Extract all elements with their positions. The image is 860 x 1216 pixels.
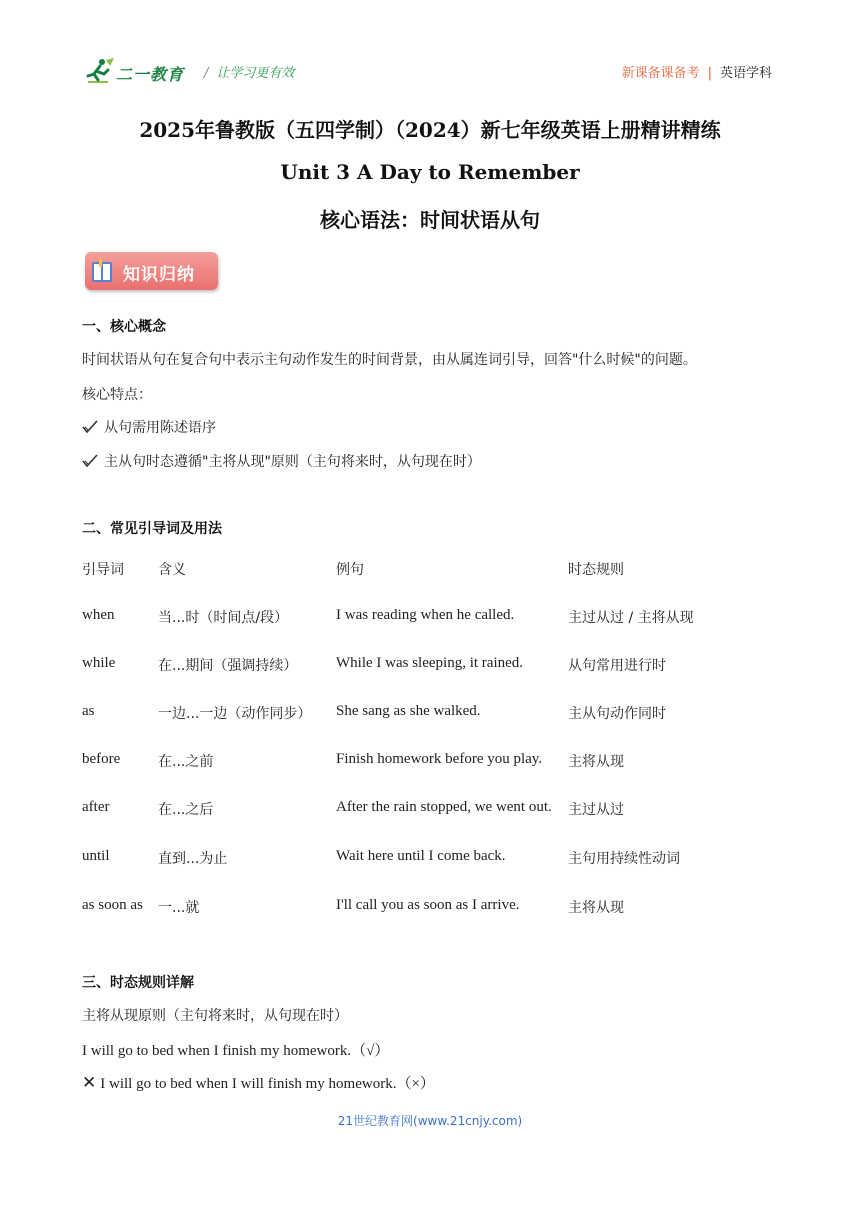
slogan-text: 让学习更有效: [216, 66, 295, 81]
row-word: before: [82, 751, 121, 767]
column-header-word: 引导词: [82, 562, 124, 578]
section-heading-2: 二、常见引导词及用法: [82, 521, 222, 537]
row-rule: 从句常用进行时: [568, 658, 666, 674]
row-rule: 主从句动作同时: [568, 706, 666, 722]
unit-title: Unit 3 A Day to Remember: [280, 160, 580, 184]
row-example: After the rain stopped, we went out.: [336, 799, 552, 815]
header-separator: |: [707, 66, 712, 81]
row-meaning: 直到...为止: [158, 851, 228, 867]
column-header-rule: 时态规则: [568, 562, 624, 578]
row-meaning: 一...就: [158, 900, 200, 916]
row-word: when: [82, 607, 115, 623]
row-example: I was reading when he called.: [336, 607, 515, 623]
row-example: Finish homework before you play.: [336, 751, 543, 767]
page-header: [82, 56, 772, 92]
section-heading-3: 三、时态规则详解: [82, 975, 194, 991]
row-word: until: [82, 848, 110, 864]
brand-logo: [82, 56, 192, 90]
header-subject-label: 英语学科: [719, 66, 772, 81]
concept-paragraph: 时间状语从句在复合句中表示主句动作发生的时间背景，由从属连词引导，回答"什么时候"的问题。: [82, 352, 697, 368]
column-header-meaning: 含义: [158, 562, 186, 578]
page-footer: 21世纪教育网(www.21cnjy.com): [337, 1114, 523, 1128]
header-course-label: 新课备课备考: [621, 66, 700, 81]
row-example: I'll call you as soon as I arrive.: [336, 897, 520, 913]
features-label: 核心特点：: [82, 387, 152, 403]
row-example: While I was sleeping, it rained.: [336, 655, 524, 671]
row-rule: 主将从现: [568, 754, 624, 770]
row-meaning: 在...期间（强调持续）: [158, 658, 298, 674]
row-word: as soon as: [82, 897, 143, 913]
row-meaning: 在...之后: [158, 802, 214, 818]
wrong-example: I will go to bed when I will finish my homework.（×）: [100, 1076, 435, 1092]
knowledge-summary-badge: [85, 252, 218, 290]
column-header-example: 例句: [336, 562, 364, 578]
doc-title: 2025年鲁教版（五四学制）（2024）新七年级英语上册精讲精练: [139, 118, 721, 142]
row-example: Wait here until I come back.: [336, 848, 506, 864]
badge-label: 知识归纳: [123, 265, 195, 285]
topic-title: 核心语法：时间状语从句: [320, 208, 540, 232]
section-heading-1: 一、核心概念: [82, 319, 166, 335]
correct-example: I will go to bed when I finish my homework.（√）: [82, 1043, 390, 1059]
row-rule: 主将从现: [568, 900, 624, 916]
row-meaning: 当...时（时间点/段）: [158, 610, 289, 626]
row-rule: 主句用持续性动词: [568, 851, 680, 867]
header-right: [622, 62, 772, 81]
row-word: as: [82, 703, 95, 719]
slogan: / 让学习更有效: [204, 66, 295, 81]
row-meaning: 一边...一边（动作同步）: [158, 706, 312, 722]
wrong-example-line: [82, 1072, 435, 1093]
row-word: while: [82, 655, 116, 671]
book-icon: [91, 258, 113, 284]
check-icon: [82, 454, 98, 468]
feature-item: [82, 451, 481, 471]
feature-item: [82, 417, 216, 437]
check-icon: [82, 420, 98, 434]
rule-line: 主将从现原则（主句将来时，从句现在时）: [82, 1008, 348, 1024]
logo-text: 二一教育: [116, 65, 185, 84]
feature-text: 从句需用陈述语序: [104, 420, 216, 436]
cross-icon: ✕: [82, 1073, 97, 1093]
row-meaning: 在...之前: [158, 754, 214, 770]
feature-text: 主从句时态遵循"主将从现"原则（主句将来时，从句现在时）: [104, 454, 481, 470]
runner-icon: [82, 56, 116, 88]
row-example: She sang as she walked.: [336, 703, 481, 719]
row-rule: 主过从过: [568, 802, 624, 818]
row-rule: 主过从过 / 主将从现: [568, 610, 694, 626]
row-word: after: [82, 799, 110, 815]
